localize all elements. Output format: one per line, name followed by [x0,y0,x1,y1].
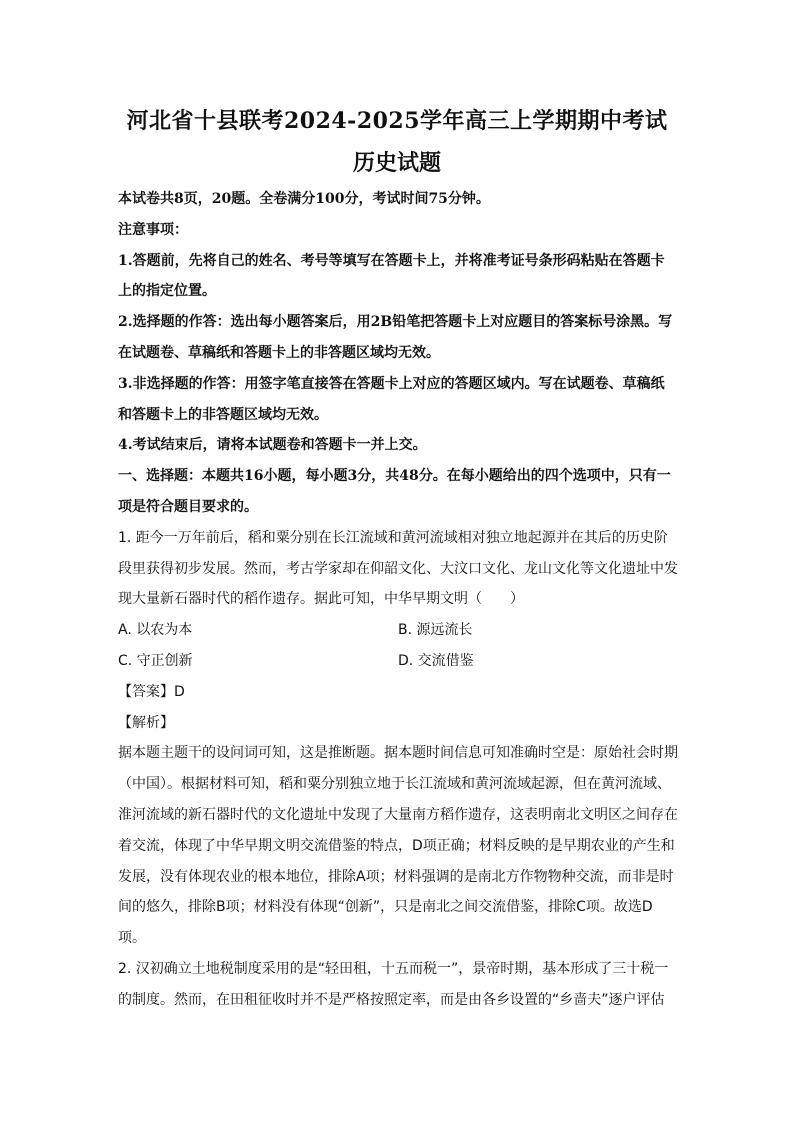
question-1-options-row [118,646,678,677]
section-heading: 一、选择题：本题共16小题，每小题3分，共48分。在每小题给出的四个选项中，只有一项是符合题目要求的。 [118,468,671,515]
option-a: A. 以农为本 [118,622,193,639]
question-1-answer: 【答案】D [118,683,185,700]
question-2-stem: 2. 汉初确立土地税制度采用的是“轻田租，十五而税一”，景帝时期，基本形成了三十税一的制度。然而，在田租征收时并不是严格按照定率，而是由各乡设置的“乡啬夫”逐户评估 [118,960,669,1008]
note-item: 3.非选择题的作答：用签字笔直接答在答题卡上对应的答题区域内。写在试题卷、草稿纸和答题卡上的非答题区域均无效。 [118,375,665,423]
exam-title: 河北省十县联考2024-2025学年高三上学期期中考试 [126,108,668,134]
note-item: 4.考试结束后，请将本试题卷和答题卡一并上交。 [118,437,427,454]
question-1-stem: 1. 距今一万年前后，稻和粟分别在长江流域和黄河流域相对独立地起源并在其后的历史阶段里获得初步发展。然而，考古学家却在仰韶文化、大汶口文化、龙山文化等文化遗址中发现大量新石器时代的稻作遗存。据此可知，中华早期文明（ ） [118,529,678,608]
option-d: D. 交流借鉴 [398,652,474,669]
option-b: B. 源远流长 [398,622,473,639]
exam-intro: 本试卷共8页，20题。全卷满分100分，考试时间75分钟。 [118,191,490,207]
option-c: C. 守正创新 [118,652,193,669]
question-1-analysis: 据本题主题干的设问词可知，这是推断题。据本题时间信息可知准确时空是：原始社会时期（中国）。根据材料可知，稻和粟分别独立地于长江流域和黄河流域起源，但在黄河流域、淮河流域的新石器时代的文化遗址中发现了大量南方稻作遗存，这表明南北文明区之间存在着交流，体现了中华早期文明交流借鉴的特点，D项正确；材料反映的是早期农业的产生和发展，没有体现农业的根本地位，排除A项；材料强调的是南北方作物物种交流，而非是时间的悠久，排除B项；材料没有体现“创新”，只是南北之间交流借鉴，排除C项。故选D项。 [118,745,678,947]
question-1-analysis-label: 【解析】 [118,714,174,731]
note-item: 2.选择题的作答：选出每小题答案后，用2B铅笔把答题卡上对应题目的答案标号涂黑。写在试题卷、草稿纸和答题卡上的非答题区域均无效。 [118,314,673,361]
notes-heading: 注意事项： [118,221,188,238]
question-1-options-row [118,615,678,646]
exam-subject: 历史试题 [352,150,441,176]
exam-body [118,184,678,1016]
note-item: 1.答题前，先将自己的姓名、考号等填写在答题卡上，并将准考证号条形码粘贴在答题卡上的指定位置。 [118,252,665,300]
